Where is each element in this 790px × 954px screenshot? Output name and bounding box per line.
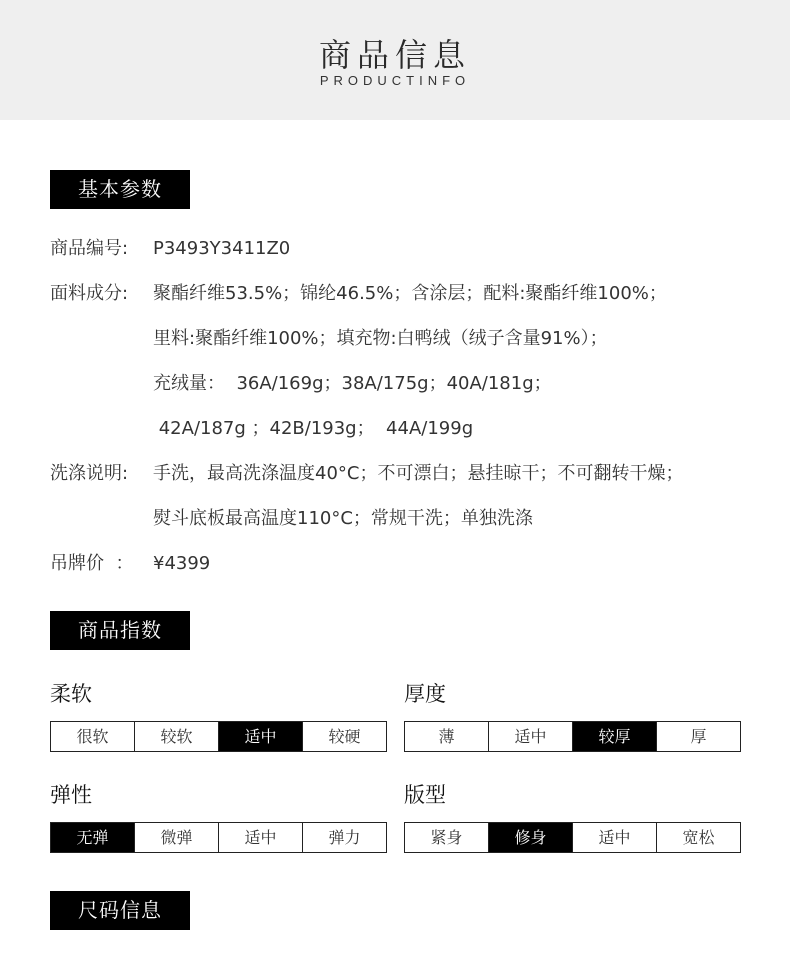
scale-option: 适中 — [573, 823, 657, 852]
param-value-code: P3493Y3411Z0 — [153, 238, 291, 259]
header-banner — [0, 0, 790, 120]
scale-option: 弹力 — [328, 828, 361, 847]
index-title-softness: 柔软 — [50, 682, 92, 706]
section-label-index: 商品指数 — [50, 611, 190, 650]
scale-option-selected: 无弹 — [51, 823, 135, 852]
page-title: 商品信息 — [318, 36, 471, 74]
param-value-wash-1: 手洗，最高洗涤温度40°C；不可漂白；悬挂晾干；不可翻转干燥； — [153, 463, 684, 484]
index-title-thickness: 厚度 — [404, 682, 446, 706]
scale-option: 薄 — [405, 722, 489, 751]
index-title-elasticity: 弹性 — [50, 783, 92, 807]
scale-option: 适中 — [489, 722, 573, 751]
scale-option: 微弹 — [135, 823, 219, 852]
param-label-wash: 洗涤说明: — [50, 463, 129, 484]
param-value-fabric-3: 充绒量： 36A/169g；38A/175g；40A/181g； — [153, 373, 552, 394]
scale-option: 适中 — [219, 823, 303, 852]
scale-option: 厚 — [690, 727, 707, 746]
scale-elasticity — [50, 822, 387, 853]
param-label-price: 吊牌价 ： — [50, 553, 134, 574]
scale-thickness — [404, 721, 741, 752]
scale-option: 较软 — [135, 722, 219, 751]
scale-option: 紧身 — [405, 823, 489, 852]
page-subtitle: PRODUCTINFO — [319, 73, 471, 88]
scale-option-selected: 较厚 — [573, 722, 657, 751]
scale-option-selected: 修身 — [489, 823, 573, 852]
param-value-price: ¥4399 — [153, 553, 211, 574]
scale-fit — [404, 822, 741, 853]
param-label-fabric: 面料成分: — [50, 283, 129, 304]
param-value-wash-2: 熨斗底板最高温度110°C；常规干洗；单独洗涤 — [153, 508, 533, 529]
scale-option: 宽松 — [682, 828, 715, 847]
param-value-fabric-4: 42A/187g ；42B/193g； 44A/199g — [153, 418, 474, 439]
scale-option-selected: 适中 — [219, 722, 303, 751]
param-value-fabric-1: 聚酯纤维53.5%；锦纶46.5%；含涂层；配料:聚酯纤维100%； — [153, 283, 667, 304]
section-label-basic: 基本参数 — [50, 170, 190, 209]
param-value-fabric-2: 里料:聚酯纤维100%；填充物:白鸭绒（绒子含量91%）； — [153, 328, 608, 349]
section-label-size: 尺码信息 — [50, 891, 190, 930]
scale-softness — [50, 721, 387, 752]
scale-option: 较硬 — [328, 727, 361, 746]
scale-option: 很软 — [51, 722, 135, 751]
index-title-fit: 版型 — [404, 783, 446, 807]
param-label-code: 商品编号: — [50, 238, 129, 259]
